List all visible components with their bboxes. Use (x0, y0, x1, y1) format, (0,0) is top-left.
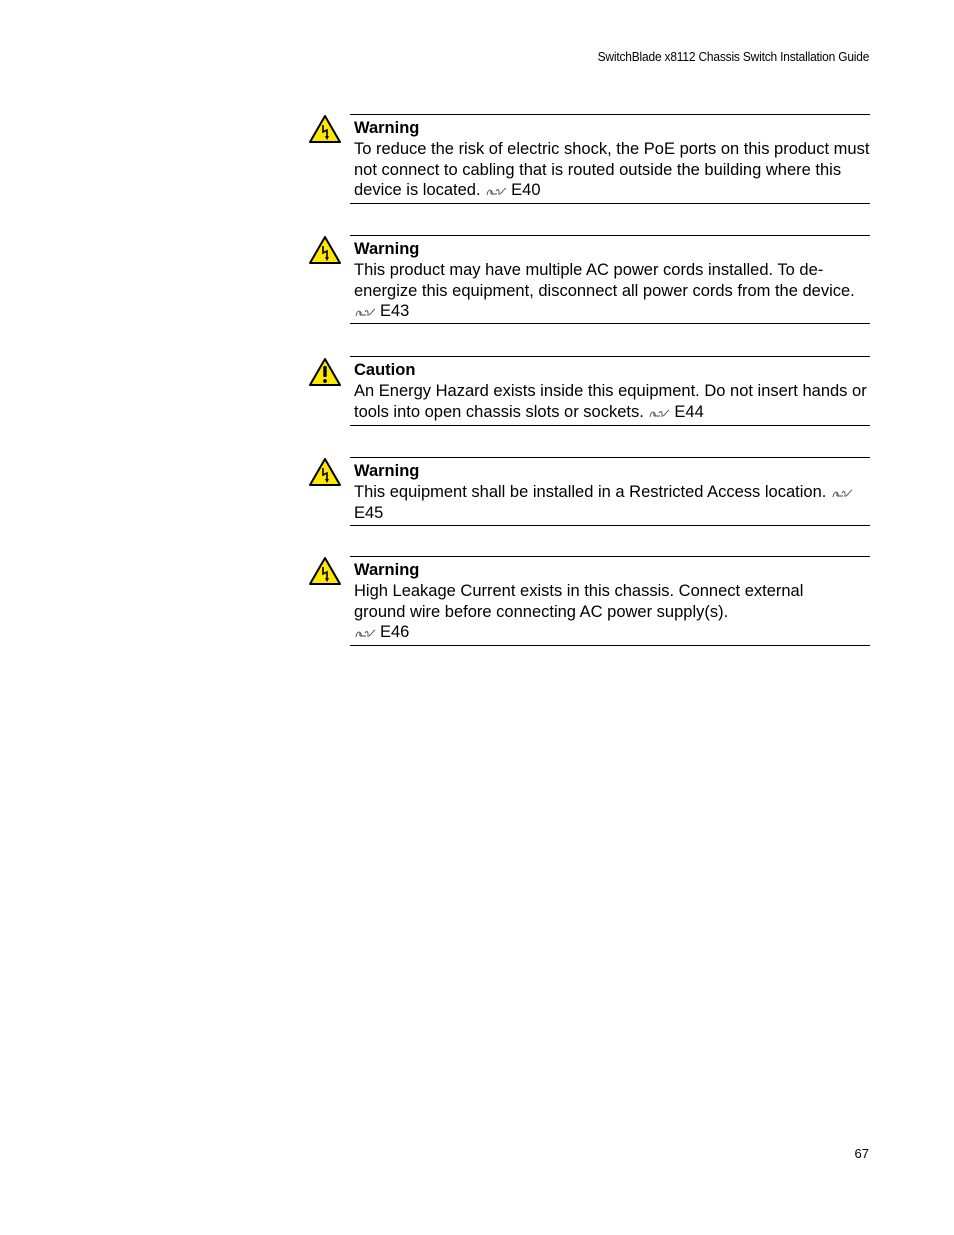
translated-notice-icon (354, 629, 376, 639)
notice-ref: E46 (380, 623, 410, 641)
notice-caution-e44 (350, 356, 870, 426)
notice-ref: E45 (354, 503, 384, 522)
notice-warning-e43 (350, 235, 870, 324)
electrical-shock-warning-icon (308, 114, 342, 144)
notice-ref: E44 (674, 402, 704, 421)
notice-ref: E40 (511, 181, 541, 199)
caution-exclamation-icon (308, 357, 342, 387)
electrical-shock-warning-icon (308, 556, 342, 586)
notice-text: An Energy Hazard exists inside this equipment. Do not insert hands or tools into open chassis slots or sockets. E44 (354, 382, 867, 421)
notice-ref: E43 (380, 302, 410, 320)
notice-warning-e45 (350, 457, 870, 526)
electrical-shock-warning-icon (308, 457, 342, 487)
notice-text: To reduce the risk of electric shock, the PoE ports on this product must not connect to cabling that is routed outside the building where this device is located. E40 (354, 140, 870, 199)
notice-text: High Leakage Current exists in this chassis. Connect external ground wire before connecting AC power supply(s). E46 (354, 582, 804, 641)
electrical-shock-warning-icon (308, 235, 342, 265)
notice-warning-e40 (350, 114, 870, 204)
translated-notice-icon (485, 187, 507, 197)
running-header: SwitchBlade x8112 Chassis Switch Installation Guide (597, 49, 869, 64)
notice-title: Caution (354, 361, 416, 379)
notice-warning-e46 (350, 556, 870, 646)
notice-title: Warning (354, 561, 420, 579)
notice-text: This product may have multiple AC power cords installed. To de-energize this equipment, disconnect all power cords from the device. E43 (354, 261, 855, 320)
notice-title: Warning (354, 119, 420, 137)
notice-title: Warning (354, 240, 420, 258)
translated-notice-icon (831, 489, 853, 499)
notice-title: Warning (354, 462, 420, 480)
translated-notice-icon (354, 308, 376, 318)
notice-text: This equipment shall be installed in a Restricted Access location. E45 (354, 482, 870, 523)
translated-notice-icon (648, 409, 670, 419)
page-number: 67 (854, 1146, 869, 1161)
